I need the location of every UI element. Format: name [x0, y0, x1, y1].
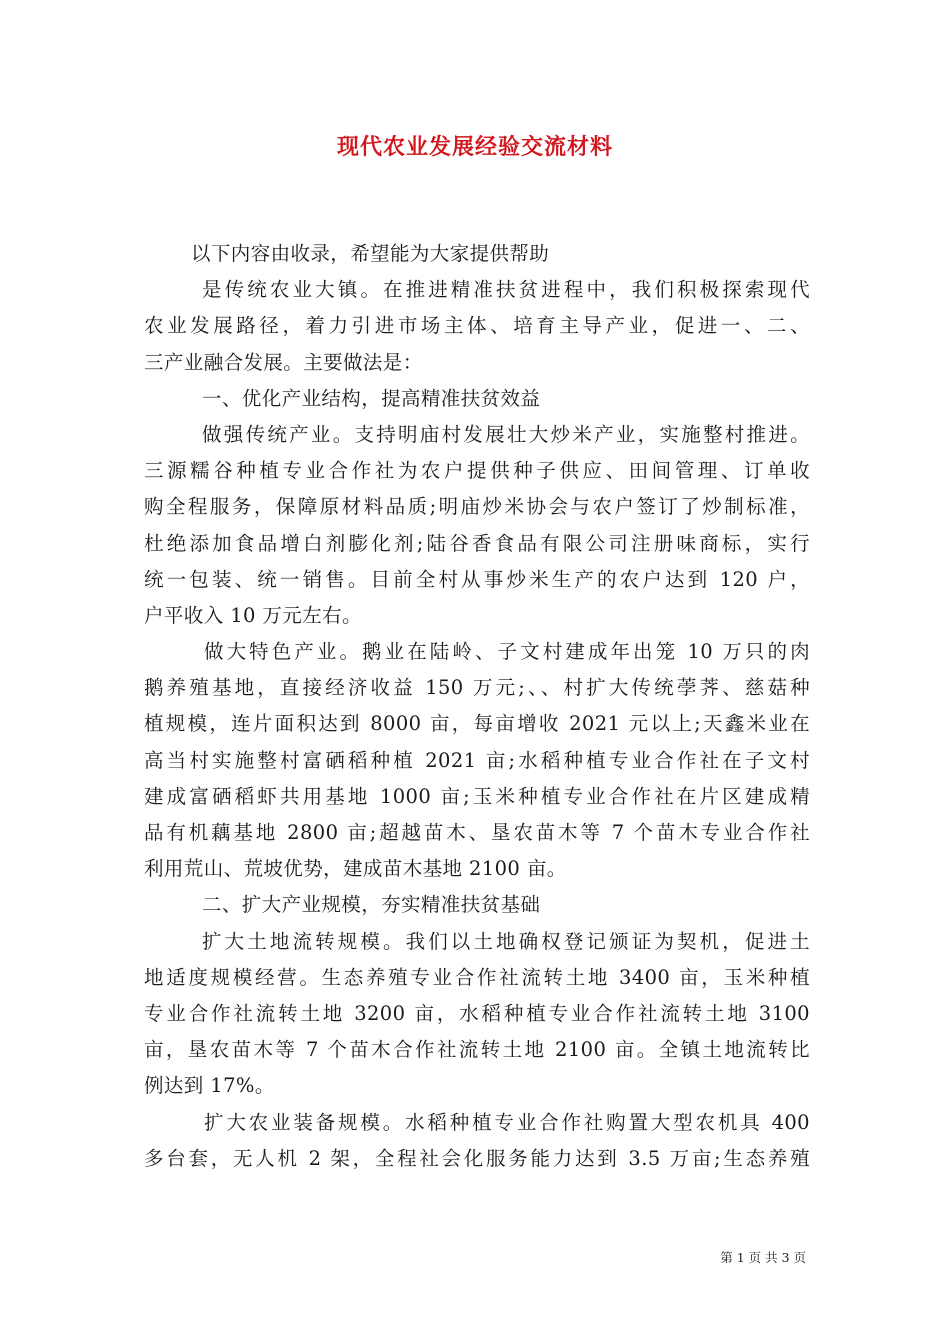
body-line: 购全程服务，保障原材料品质;明庙炒米协会与农户签订了炒制标准， [144, 495, 810, 519]
body-line: 品有机藕基地 2800 亩;超越苗木、垦农苗木等 7 个苗木专业合作社 [144, 821, 810, 844]
body-line: 户平收入 10 万元左右。 [144, 603, 362, 627]
body-line: 专业合作社流转土地 3200 亩，水稻种植专业合作社流转土地 3100 [144, 1001, 810, 1025]
document-title: 现代农业发展经验交流材料 [336, 134, 613, 160]
body-line: 以下内容由收录，希望能为大家提供帮助 [191, 242, 550, 265]
body-line: 地适度规模经营。生态养殖专业合作社流转土地 3400 亩，玉米种植 [144, 965, 810, 989]
body-line: 利用荒山、荒坡优势，建成苗木基地 2100 亩。 [144, 857, 567, 881]
body-line: 一、优化产业结构，提高精准扶贫效益 [202, 386, 541, 410]
body-line: 做强传统产业。支持明庙村发展壮大炒米产业，实施整村推进。 [202, 422, 810, 446]
body-line: 做大特色产业。鹅业在陆岭、子文村建成年出笼 10 万只的肉 [204, 640, 810, 664]
body-line: 建成富硒稻虾共用基地 1000 亩;玉米种植专业合作社在片区建成精 [144, 784, 810, 808]
page-number: 第 1 页 共 3 页 [720, 1250, 806, 1265]
body-line: 扩大农业装备规模。水稻种植专业合作社购置大型农机具 400 [204, 1110, 810, 1134]
body-line: 是传统农业大镇。在推进精准扶贫进程中，我们积极探索现代 [202, 278, 810, 302]
body-line: 杜绝添加食品增白剂膨化剂;陆谷香食品有限公司注册味商标，实行 [144, 531, 810, 555]
document-body [144, 236, 810, 1177]
body-line: 鹅养殖基地，直接经济收益 150 万元;、、村扩大传统荸荠、慈菇种 [144, 676, 810, 700]
body-line: 亩，垦农苗木等 7 个苗木合作社流转土地 2100 亩。全镇土地流转比 [144, 1038, 810, 1062]
body-line: 统一包装、统一销售。目前全村从事炒米生产的农户达到 120 户， [144, 567, 810, 591]
body-line: 例达到 17%。 [144, 1074, 275, 1098]
body-line: 植规模，连片面积达到 8000 亩，每亩增收 2021 元以上;天鑫米业在 [144, 712, 810, 736]
body-line: 二、扩大产业规模，夯实精准扶贫基础 [202, 893, 541, 917]
body-line: 扩大土地流转规模。我们以土地确权登记颁证为契机，促进土 [202, 929, 810, 953]
body-line: 三源糯谷种植专业合作社为农户提供种子供应、田间管理、订单收 [144, 459, 810, 483]
body-line: 三产业融合发展。主要做法是： [144, 350, 423, 374]
body-line: 农业发展路径，着力引进市场主体、培育主导产业，促进一、二、 [144, 314, 810, 338]
body-line: 多台套，无人机 2 架，全程社会化服务能力达到 3.5 万亩;生态养殖 [144, 1146, 810, 1170]
body-line: 高当村实施整村富硒稻种植 2021 亩;水稻种植专业合作社在子文村 [144, 748, 810, 772]
